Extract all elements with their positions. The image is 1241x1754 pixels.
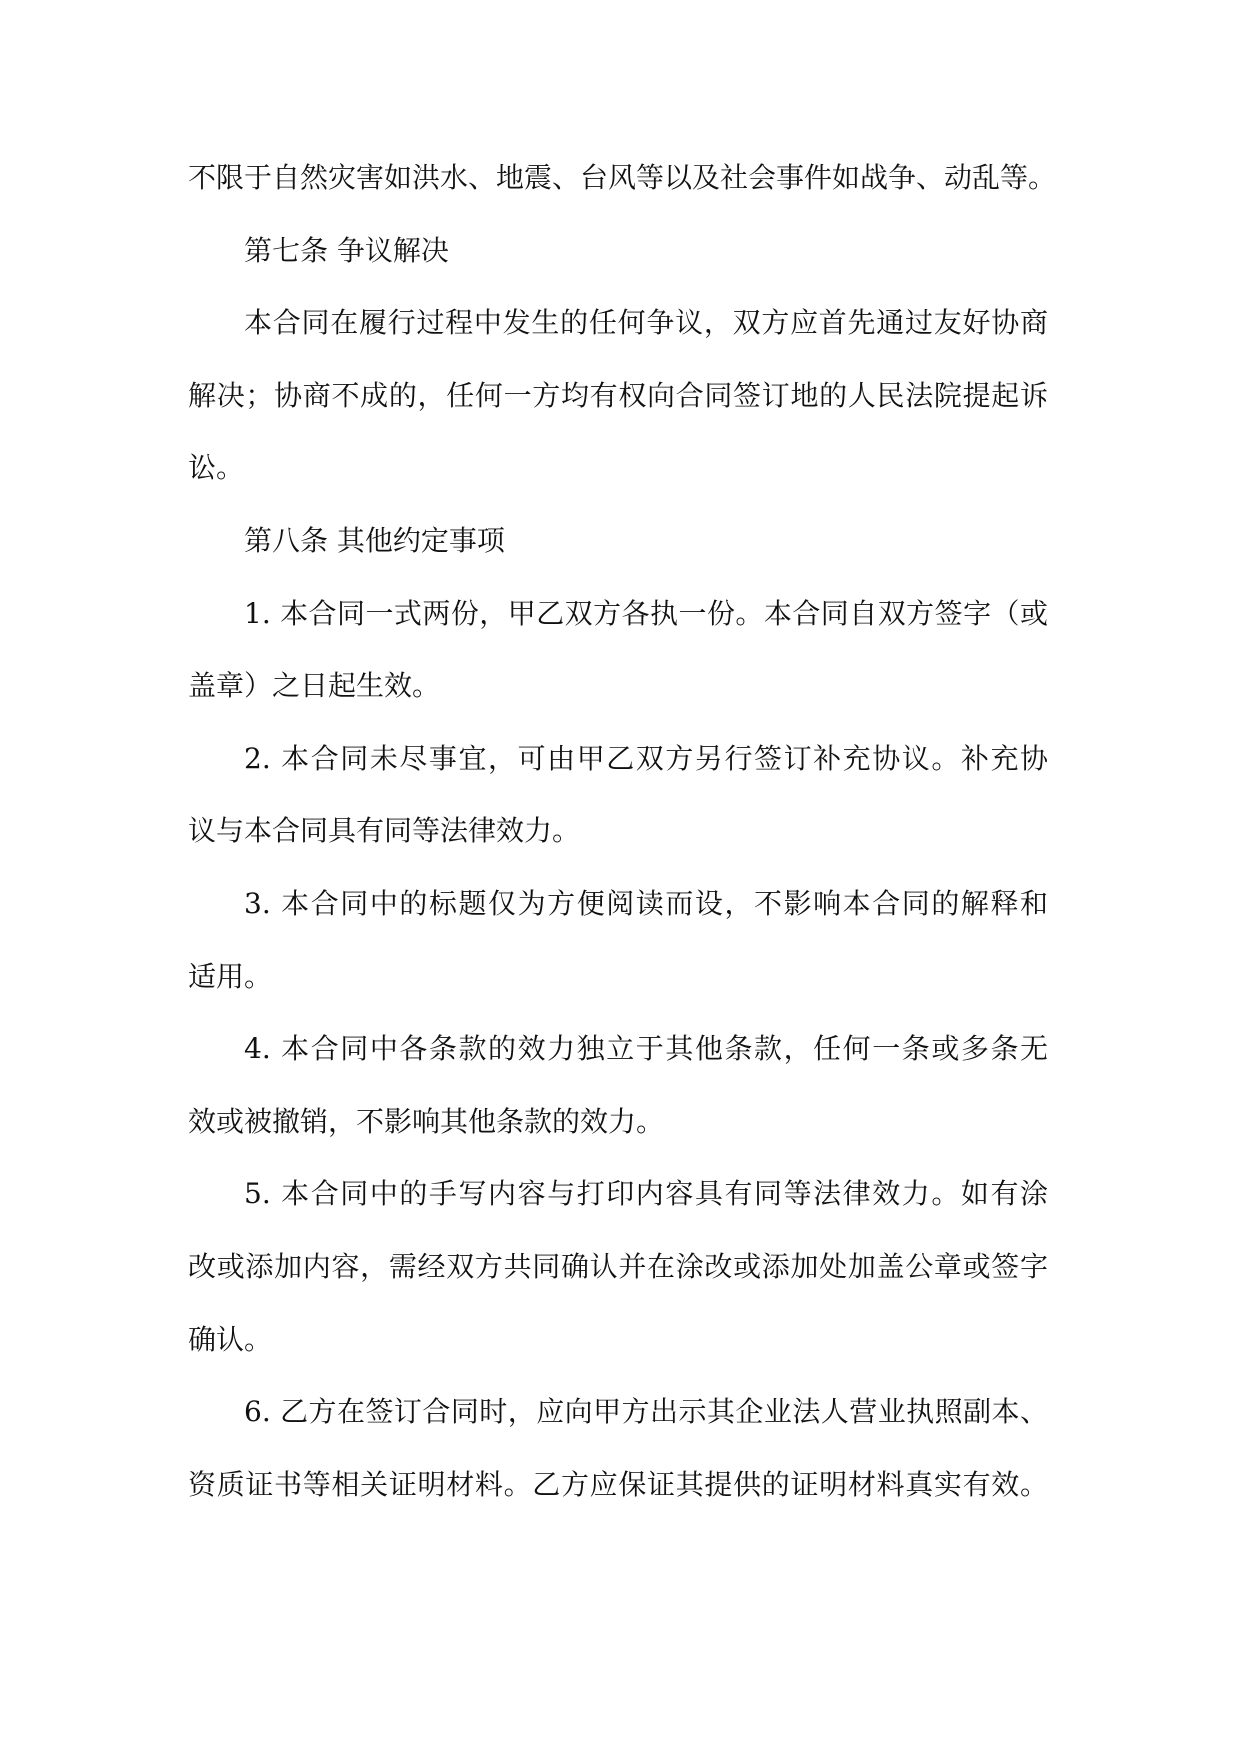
- text-line: 讼。: [188, 451, 245, 485]
- clause-line: 2. 本合同未尽事宜，可由甲乙双方另行签订补充协议。补充协: [244, 741, 1048, 775]
- clause-line: 5. 本合同中的手写内容与打印内容具有同等法律效力。如有涂: [244, 1177, 1048, 1211]
- article-heading: 第八条 其他约定事项: [244, 523, 505, 557]
- text-line: 确认。: [188, 1322, 273, 1356]
- text-line: 适用。: [188, 959, 273, 993]
- text-line: 不限于自然灾害如洪水、地震、台风等以及社会事件如战争、动乱等。: [188, 161, 1057, 194]
- article-heading: 第七条 争议解决: [244, 233, 449, 267]
- text-line: 效或被撤销，不影响其他条款的效力。: [188, 1104, 665, 1138]
- text-line: 议与本合同具有同等法律效力。: [188, 814, 581, 848]
- clause-line: 1. 本合同一式两份，甲乙双方各执一份。本合同自双方签字（或: [244, 596, 1048, 630]
- text-line: 改或添加内容，需经双方共同确认并在涂改或添加处加盖公章或签字: [188, 1249, 1048, 1283]
- text-line: 解决；协商不成的，任何一方均有权向合同签订地的人民法院提起诉: [188, 378, 1048, 412]
- text-line: 盖章）之日起生效。: [188, 669, 441, 703]
- clause-line: 3. 本合同中的标题仅为方便阅读而设，不影响本合同的解释和: [244, 886, 1048, 920]
- contract-text: [188, 142, 1057, 1521]
- text-line: 资质证书等相关证明材料。乙方应保证其提供的证明材料真实有效。: [188, 1467, 1048, 1501]
- clause-line: 6. 乙方在签订合同时，应向甲方出示其企业法人营业执照副本、: [244, 1395, 1048, 1429]
- clause-line: 4. 本合同中各条款的效力独立于其他条款，任何一条或多条无: [244, 1032, 1048, 1066]
- text-line: 本合同在履行过程中发生的任何争议，双方应首先通过友好协商: [244, 306, 1048, 340]
